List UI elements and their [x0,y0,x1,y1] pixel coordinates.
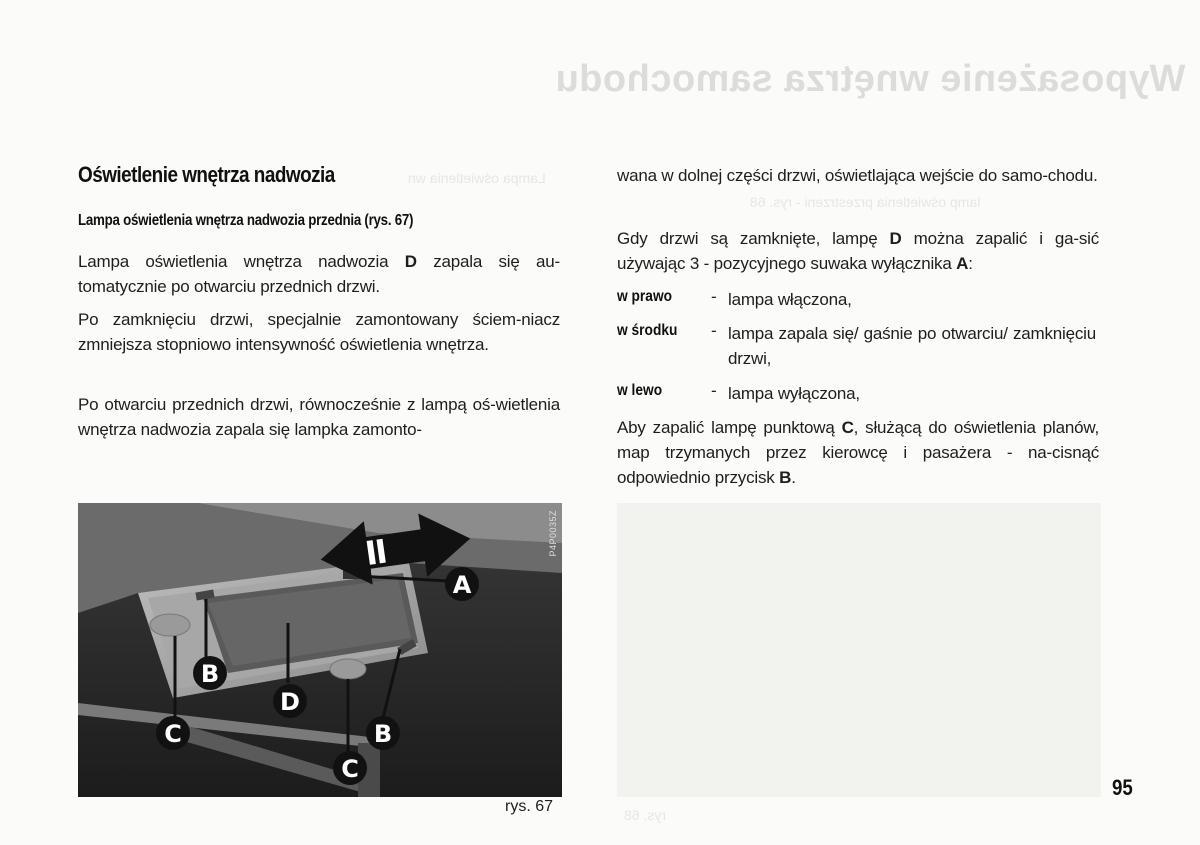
option-desc: lampa wyłączona, [728,384,860,403]
ghost-line: lamp oświetlenia przestrzeni - rys. 68 [750,194,981,210]
option-dash: - [711,287,717,306]
paragraph-continuation: wana w dolnej części drzwi, oświetlająca wejście do samo-chodu. [617,166,1098,185]
figure-interior-lamp [78,503,562,797]
option-term: w środku [617,322,678,339]
callout-C: C [164,720,182,748]
paragraph-switch: Gdy drzwi są zamknięte, lampę D można zapalić i ga-sić używając 3 - pozycyjnego suwaka wyłącznika A: [617,229,1099,273]
callout-A: A [452,571,472,599]
option-dash: - [711,381,717,400]
option-term: w lewo [617,382,663,399]
paragraph-spotlight: Aby zapalić lampę punktową C, służącą do oświetlenia planów, map trzymanych przez kierowcę i pasażera - na-cisnąć odpowiednio przycisk B. [617,418,1100,487]
option-desc: lampa zapala się/ gaśnie po otwarciu/ zamknięciu drzwi, [728,324,1096,368]
option-desc: lampa włączona, [728,290,852,309]
ghost-line: Lampa oświetlenia wn [408,170,546,186]
paragraph-dimmer: Po zamknięciu drzwi, specjalnie zamontowany ściem-niacz zmniejsza stopniowo intensywność oświetlenia wnętrza. [78,310,560,354]
figure-caption: rys. 67 [505,798,554,815]
callout-C: C [341,755,359,783]
section-heading: Oświetlenie wnętrza nadwozia [78,162,335,187]
interior-lamp-photo [78,503,562,797]
ghost-line: rys. 68 [624,807,667,823]
subsection-heading: Lampa oświetlenia wnętrza nadwozia przednia (rys. 67) [78,212,414,229]
callout-B: B [373,720,393,748]
paragraph-auto-lamp: Lampa oświetlenia wnętrza nadwozia D zapala się au-tomatycznie po otwarciu przednich drzwi. [78,252,560,296]
paragraph-door-lamp: Po otwarciu przednich drzwi, równocześnie z lampą oś-wietlenia wnętrza nadwozia zapala się lampka zamonto- [78,395,560,439]
option-dash: - [711,321,717,340]
page-number: 95 [1112,775,1133,800]
callout-B: B [200,660,220,688]
option-term: w prawo [617,288,673,305]
ghost-title: Wyposażenie wnętrza samochodu [555,58,1186,100]
figure-code: P4P0035Z [548,510,558,557]
ghost-figure [617,503,1101,797]
callout-D: D [280,688,300,716]
